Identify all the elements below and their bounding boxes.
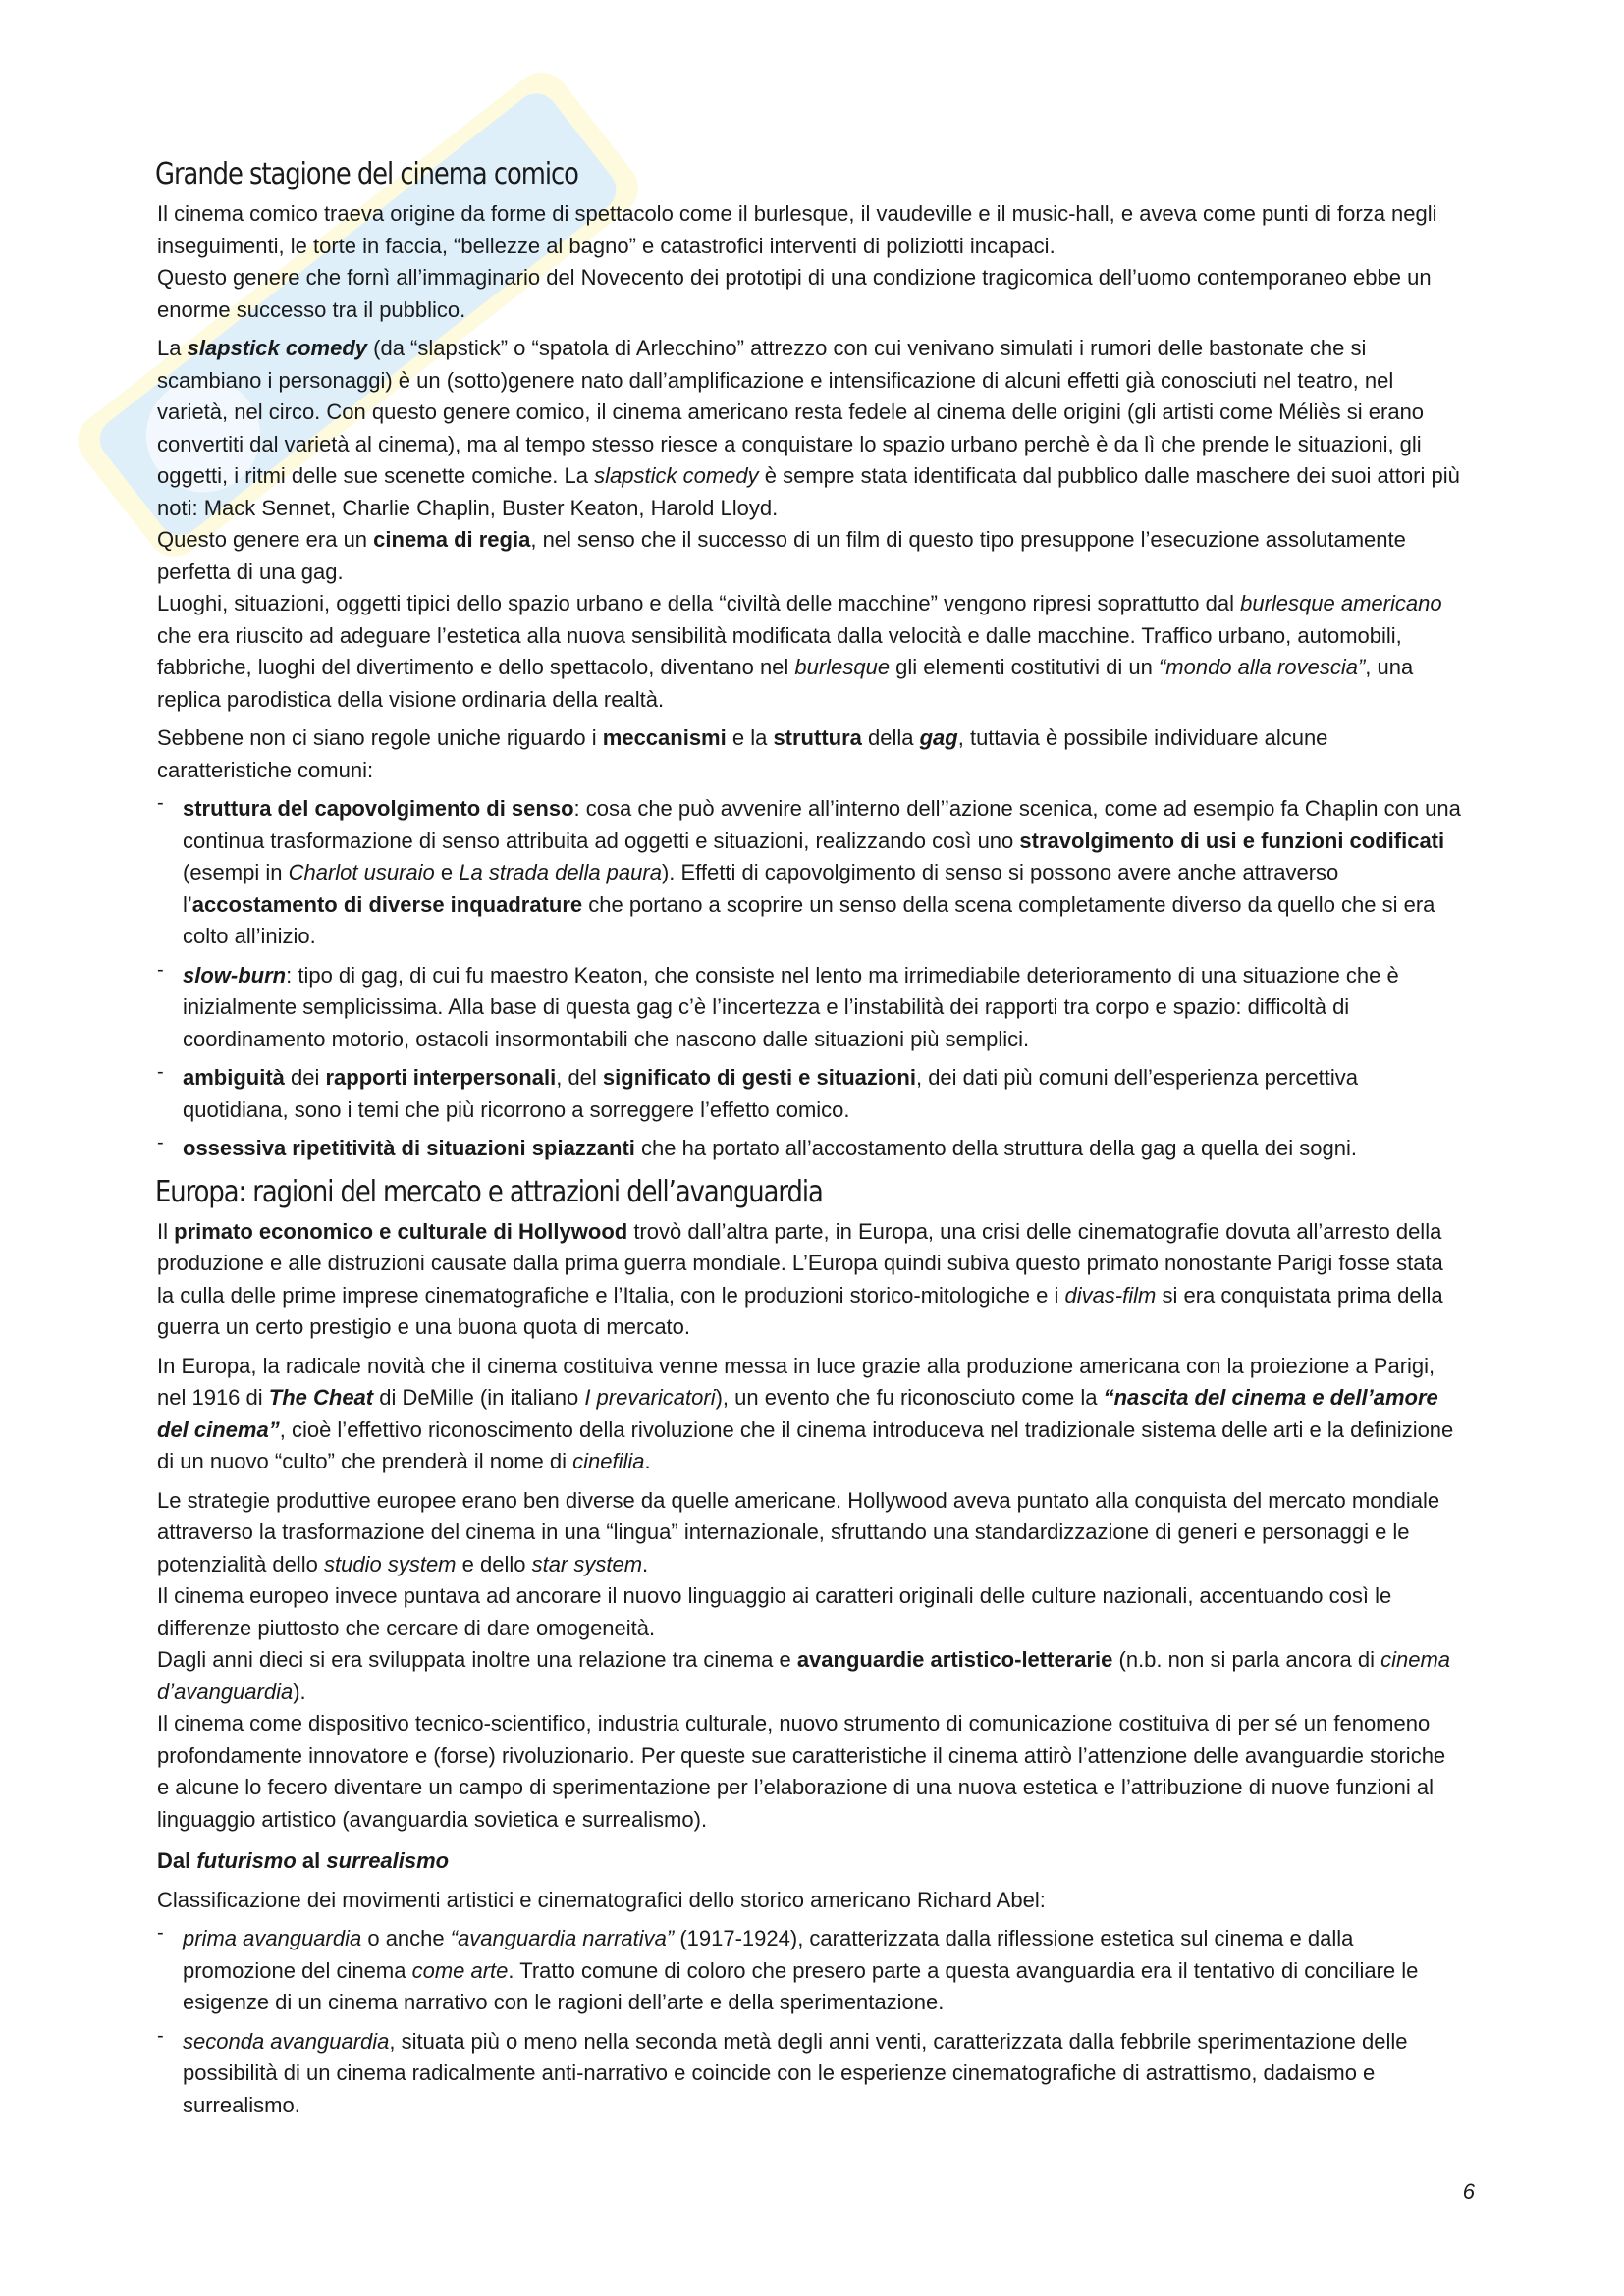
text-run: della xyxy=(861,725,920,750)
text-run: La xyxy=(157,336,188,360)
paragraph-classificazione-abel xyxy=(157,1885,1463,1917)
text-run: stravolgimento di usi e funzioni codificati xyxy=(1019,828,1445,853)
text-run: gag xyxy=(919,725,958,750)
bullet-dash: - xyxy=(157,1061,164,1083)
subheading-futurismo-surrealismo xyxy=(157,1845,1463,1878)
text-run: slow-burn xyxy=(183,962,287,988)
text-run: Questo genere che fornì all’immaginario del Novecento dei prototipi di una condizione tragicomica dell’uomo contemporaneo ebbe un enorme successo tra il pubblico. xyxy=(157,265,1432,322)
text-run: star system xyxy=(531,1551,643,1576)
text-run: Il cinema europeo invece puntava ad ancorare il nuovo linguaggio ai caratteri originali delle culture nazionali, accentuando così le differenze piuttosto che cercare di dare omogeneità. xyxy=(157,1583,1392,1640)
page-number: 6 xyxy=(1462,2179,1475,2204)
text-run: e dello xyxy=(456,1551,532,1576)
text-run: , nel senso che il successo di un film di questo tipo presuppone l’esecuzione assolutamente perfetta di una gag. xyxy=(157,527,1406,584)
text-run: che ha portato all’accostamento della struttura della gag a quella dei sogni. xyxy=(634,1136,1357,1160)
text-run: (esempi in xyxy=(183,860,289,884)
text-run: (n.b. non si parla ancora di xyxy=(1112,1647,1381,1672)
text-run: gli elementi costitutivi di un xyxy=(890,655,1159,679)
text-run: prima avanguardia xyxy=(183,1926,362,1950)
text-run: surrealismo xyxy=(326,1848,450,1873)
text-run: seconda avanguardia xyxy=(183,2028,390,2054)
section-title-cinema-comico: Grande stagione del cinema comico xyxy=(155,157,578,191)
text-run: di DeMille (in italiano xyxy=(373,1385,585,1410)
text-run: rapporti interpersonali xyxy=(325,1065,557,1090)
text-run: : tipo di gag, di cui fu maestro Keaton, che consiste nel lento ma irrimediabile deterioramento di una situazione che è inizialmente semplicissima. Alla base di questa gag c’è l’incertezza e l’instabilità dei rapporti tra corpo e spazio: difficoltà di coordinamento motorio, ostacoli insormontabili che nascono dalle situazioni più semplici. xyxy=(183,962,1399,1051)
text-run: si era conquistata prima della guerra un certo prestigio e una buona quota di mercato. xyxy=(157,1282,1443,1339)
text-run: è sempre stata identificata dal pubblico dalle maschere dei suoi attori più noti: Mack Sennet, Charlie Chaplin, Buster Keaton, Harold Lloyd. xyxy=(157,463,1460,520)
bullet-dash: - xyxy=(157,2024,164,2047)
list-item xyxy=(157,1923,1463,2019)
text-run: , tuttavia è possibile individuare alcune caratteristiche comuni: xyxy=(157,725,1328,782)
text-run: slapstick comedy xyxy=(187,336,368,360)
section-title-europa: Europa: ragioni del mercato e attrazioni dell’avanguardia xyxy=(155,1174,823,1209)
text-run: Classificazione dei movimenti artistici e cinematografici dello storico americano Richard Abel: xyxy=(157,1887,1046,1912)
paragraph-strategie-produttive xyxy=(157,1485,1463,1837)
paragraph-meccanismi-gag xyxy=(157,722,1463,786)
text-run: ). Effetti di capovolgimento di senso si possono avere anche attraverso l’ xyxy=(183,860,1339,917)
text-run: burlesque xyxy=(794,655,891,679)
text-run: dei xyxy=(284,1065,326,1090)
text-run: Dagli anni dieci si era sviluppata inoltre una relazione tra cinema e xyxy=(157,1647,797,1672)
text-run: Questo genere era un xyxy=(157,527,374,552)
text-run: meccanismi xyxy=(602,725,727,750)
text-run: Le strategie produttive europee erano ben diverse da quelle americane. Hollywood aveva puntato alla conquista del mercato mondiale attraverso la trasformazione del cinema in una “lingua” internazionale, sfruttando una standardizzazione di generi e personaggi e le potenzialità dello xyxy=(157,1487,1440,1576)
text-run: trovò dall’altra parte, in Europa, una crisi delle cinematografie dovuta all’arresto della produzione e alle distruzioni causate dalla prima guerra mondiale. L’Europa quindi subiva questo primato nonostante Parigi fosse stata la culla delle prime imprese cinematografiche e l’Italia, con le produzioni storico-mitologiche e i xyxy=(157,1218,1443,1308)
text-run: : cosa che può avvenire all’interno dell’’azione scenica, come ad esempio fa Chaplin con una continua trasformazione di senso attribuita ad oggetti e situazioni, realizzando così uno xyxy=(183,796,1461,853)
text-run: “avanguardia narrativa” xyxy=(450,1926,675,1950)
list-item xyxy=(157,1062,1463,1126)
text-run: Il xyxy=(157,1218,175,1244)
gag-characteristics-list xyxy=(157,793,1463,1165)
text-run: ambiguità xyxy=(183,1065,285,1090)
text-run: avanguardie artistico-letterarie xyxy=(796,1647,1113,1672)
bullet-dash: - xyxy=(157,792,164,814)
text-run: al xyxy=(296,1848,327,1873)
text-run: ), un evento che fu riconosciuto come la xyxy=(715,1385,1104,1410)
text-run: cinema d’avanguardia xyxy=(157,1647,1451,1704)
text-run: struttura xyxy=(773,725,862,750)
text-run: cinefilia xyxy=(572,1449,645,1473)
text-run: I prevaricatori xyxy=(584,1385,716,1410)
list-item xyxy=(157,1133,1463,1165)
text-run: ). xyxy=(293,1679,306,1704)
text-run: , dei dati più comuni dell’esperienza percettiva quotidiana, sono i temi che più ricorrono a sorreggere l’effetto comico. xyxy=(183,1065,1359,1122)
text-run: Luoghi, situazioni, oggetti tipici dello spazio urbano e della “civiltà delle macchine” vengono ripresi soprattutto dal xyxy=(157,591,1241,615)
text-run: Il cinema come dispositivo tecnico-scientifico, industria culturale, nuovo strumento di comunicazione costituiva di per sé un fenomeno profondamente innovatore e (forse) rivoluzionario. Per queste sue caratteristiche il cinema attirò l’attenzione delle avanguardie storiche e alcune lo fecero diventare un campo di sperimentazione per l’elaborazione di una nuova estetica e l’attribuzione di nuove funzioni al linguaggio artistico (avanguardia sovietica e surrealismo). xyxy=(157,1711,1446,1832)
text-run: e xyxy=(434,860,460,884)
text-run: , del xyxy=(556,1065,603,1090)
text-run: La strada della paura xyxy=(459,860,662,884)
text-run: e la xyxy=(726,725,774,750)
text-run: che era riuscito ad adeguare l’estetica alla nuova sensibilità modificata dalla velocità e dalle macchine. Traffico urbano, automobili, fabbriche, luoghi del divertimento e dello spettacolo, diventano nel xyxy=(157,622,1402,679)
text-run: Dal xyxy=(157,1848,197,1873)
text-run: ossessiva ripetitività di situazioni spiazzanti xyxy=(183,1136,635,1160)
bullet-dash: - xyxy=(157,1922,164,1944)
text-run: divas-film xyxy=(1064,1282,1157,1308)
list-item xyxy=(157,960,1463,1056)
avanguardia-list xyxy=(157,1923,1463,2121)
text-run: cinema di regia xyxy=(373,527,531,552)
text-run: . xyxy=(644,1449,651,1473)
text-run: o anche xyxy=(361,1926,451,1950)
paragraph-primato-hollywood xyxy=(157,1216,1463,1344)
text-run: come arte xyxy=(411,1957,509,1983)
text-run: , situata più o meno nella seconda metà degli anni venti, caratterizzata dalla febbrile sperimentazione delle possibilità di un cinema radicalmente anti-narrativo e coincide con le esperienze cinematografiche di astrattismo, dadaismo e surrealismo. xyxy=(183,2028,1408,2117)
text-run: , cioè l’effettivo riconoscimento della rivoluzione che il cinema introduceva nel tradizionale sistema delle arti e la definizione di un nuovo “culto” che prenderà il nome di xyxy=(157,1416,1454,1473)
text-run: che portano a scoprire un senso della scena completamente diverso da quello che si era colto all’inizio. xyxy=(183,891,1435,948)
list-item xyxy=(157,793,1463,953)
text-run: . xyxy=(642,1551,649,1576)
paragraph-the-cheat xyxy=(157,1351,1463,1478)
text-run: burlesque americano xyxy=(1240,591,1442,615)
text-run: slapstick comedy xyxy=(594,463,759,488)
text-run: Il cinema comico traeva origine da forme di spettacolo come il burlesque, il vaudeville e il music-hall, e aveva come punti di forza negli inseguimenti, le torte in faccia, “bellezze al bagno” e catastrofici interventi di poliziotti incapaci. xyxy=(157,201,1437,258)
text-run: accostamento di diverse inquadrature xyxy=(191,891,583,917)
text-run: studio system xyxy=(324,1551,457,1576)
text-run: futurismo xyxy=(196,1848,297,1873)
text-run: significato di gesti e situazioni xyxy=(602,1065,916,1090)
text-run: “mondo alla rovescia” xyxy=(1158,655,1366,679)
text-run: primato economico e culturale di Hollywood xyxy=(174,1218,628,1244)
text-run: Sebbene non ci siano regole uniche riguardo i xyxy=(157,725,603,750)
text-run: “nascita del cinema e dell’amore del cinema” xyxy=(157,1385,1438,1442)
bullet-dash: - xyxy=(157,958,164,981)
text-run: (da “slapstick” o “spatola di Arlecchino” attrezzo con cui venivano simulati i rumori delle bastonate che si scambiano i personaggi) è un (sotto)genere nato dall’amplificazione e intensificazione di alcuni effetti già conosciuti nel teatro, nel varietà, nel circo. Con questo genere comico, il cinema americano resta fedele al cinema delle origini (gli artisti come Méliès si erano convertiti dal varietà al cinema), ma al tempo stesso riesce a conquistare lo spazio urbano perchè è da lì che prende le situazioni, gli oggetti, i ritmi delle sue scenette comiche. La xyxy=(157,336,1425,488)
document-body xyxy=(157,155,1463,2121)
text-run: The Cheat xyxy=(268,1385,374,1410)
text-run: struttura del capovolgimento di senso xyxy=(183,796,574,821)
text-run: , una replica parodistica della visione ordinaria della realtà. xyxy=(157,655,1414,712)
paragraph-slapstick-comedy xyxy=(157,333,1463,716)
text-run: (1917-1924), caratterizzata dalla riflessione estetica sul cinema e dalla promozione del cinema xyxy=(183,1926,1354,1983)
text-run: In Europa, la radicale novità che il cinema costituiva venne messa in luce grazie alla produzione americana con la proiezione a Parigi, nel 1916 di xyxy=(157,1353,1435,1410)
list-item xyxy=(157,2026,1463,2122)
text-run: . Tratto comune di coloro che presero parte a questa avanguardia era il tentativo di conciliare le esigenze di un cinema narrativo con le ragioni dell’arte e della sperimentazione. xyxy=(183,1957,1419,2014)
text-run: Charlot usuraio xyxy=(288,860,435,884)
bullet-dash: - xyxy=(157,1132,164,1153)
paragraph-origini-comico xyxy=(157,198,1463,326)
